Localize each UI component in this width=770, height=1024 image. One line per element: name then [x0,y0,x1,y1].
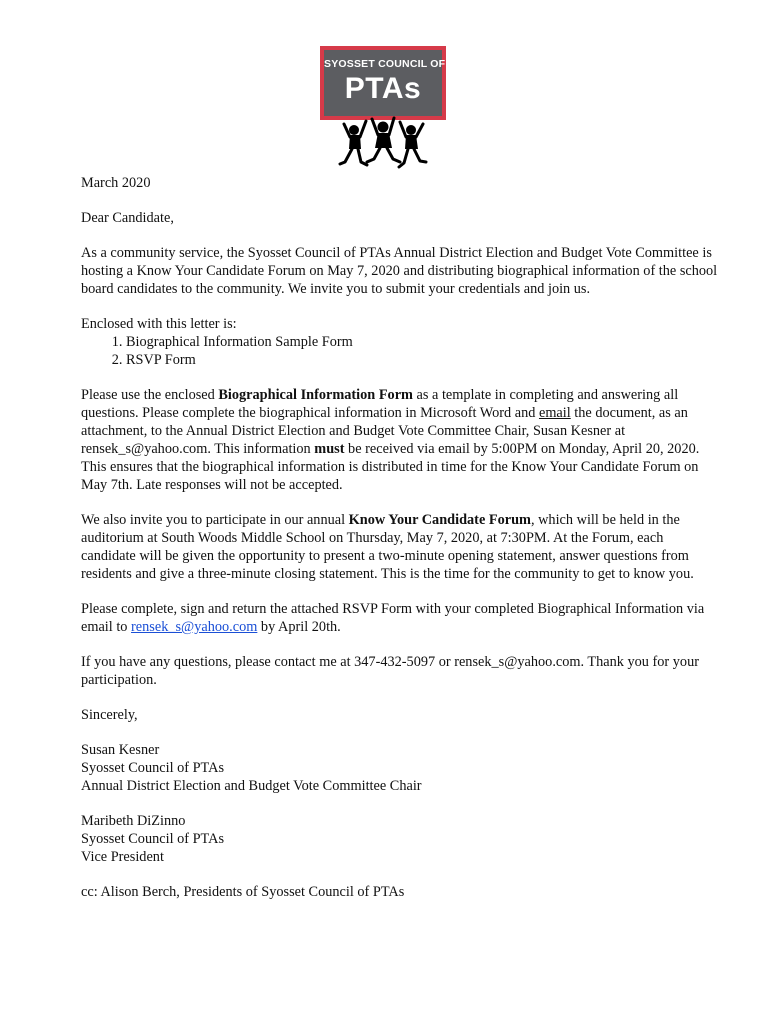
signer1-title: Annual District Election and Budget Vote Committee Chair [81,778,422,794]
biographical-form-paragraph [81,386,721,494]
signer1-name: Susan Kesner [81,742,160,758]
rsvp-text-1: Please complete, sign and return the attached RSVP Form with your completed Biographical Information via email to [81,601,705,635]
signer2-title: Vice President [81,849,164,865]
bio-text-1: Please use the enclosed [81,387,219,403]
letter-date: March 2020 [81,175,151,191]
logo-inner [324,50,446,116]
intro-paragraph: As a community service, the Syosset Council of PTAs Annual District Election and Budget Vote Committee is hosting a Know Your Candidate Forum on May 7, 2020 and distributing biographical information of the school board candidates to the community. We invite you to submit your credentials and join us. [81,245,718,297]
forum-paragraph [81,511,721,583]
forum-text-2: , which will be held in the auditorium at South Woods Middle School on Thursday, May 7, 2020, at 7:30PM. At the Forum, each candidate will be given the opportunity to present a two-minute opening statement, answer questions from residents and give a three-minute closing statement. This is the time for the community to get to know you. [81,512,694,582]
bio-text-2: as a template in completing and answering all questions. Please complete the biographical information in Microsoft Word and [81,387,679,421]
enclosed-item-rsvp-form: 2. RSVP Form [126,351,721,369]
questions-paragraph: If you have any questions, please contact me at 347-432-5097 or rensek_s@yahoo.com. Thank you for your participation. [81,654,699,688]
must-emphasis: must [314,441,345,457]
enclosed-heading: Enclosed with this letter is: [81,316,237,332]
syosset-pta-logo [320,46,446,172]
salutation: Dear Candidate, [81,210,174,226]
signer2-org: Syosset Council of PTAs [81,831,225,847]
logo-line-1: SYOSSET COUNCIL OF [324,58,446,70]
letter-body [81,174,721,918]
cc-line: cc: Alison Berch, Presidents of Syosset Council of PTAs [81,884,405,900]
rsvp-email-link[interactable]: rensek_s@yahoo.com [131,619,258,635]
children-silhouette-icon [336,115,430,172]
signer2-name: Maribeth DiZinno [81,813,186,829]
email-underlined-word: email [538,405,571,421]
logo-line-2: PTAs [344,72,422,105]
closing: Sincerely, [81,707,138,723]
bio-text-4: be received via email by 5:00PM on Monday, April 20, 2020. This ensures that the biographical information is distributed in time for the Know Your Candidate Forum on May 7th. Late responses will not be accepted. [81,441,700,493]
enclosed-list [81,333,721,369]
forum-text-1: We also invite you to participate in our annual [81,512,349,528]
rsvp-text-2: by April 20th. [257,619,341,635]
forum-name: Know Your Candidate Forum [348,512,531,528]
rsvp-paragraph [81,600,721,636]
signer1-org: Syosset Council of PTAs [81,760,225,776]
bio-text-3: the document, as an attachment, to the Annual District Election and Budget Vote Committee Chair, Susan Kesner at rensek_s@yahoo.com. This information [81,405,688,457]
signature-susan-kesner [81,741,721,795]
bio-form-name: Biographical Information Form [218,387,413,403]
signature-maribeth-dizinno [81,812,721,866]
logo-box [320,46,446,120]
enclosed-item-bio-form: 1. Biographical Information Sample Form [126,333,721,351]
